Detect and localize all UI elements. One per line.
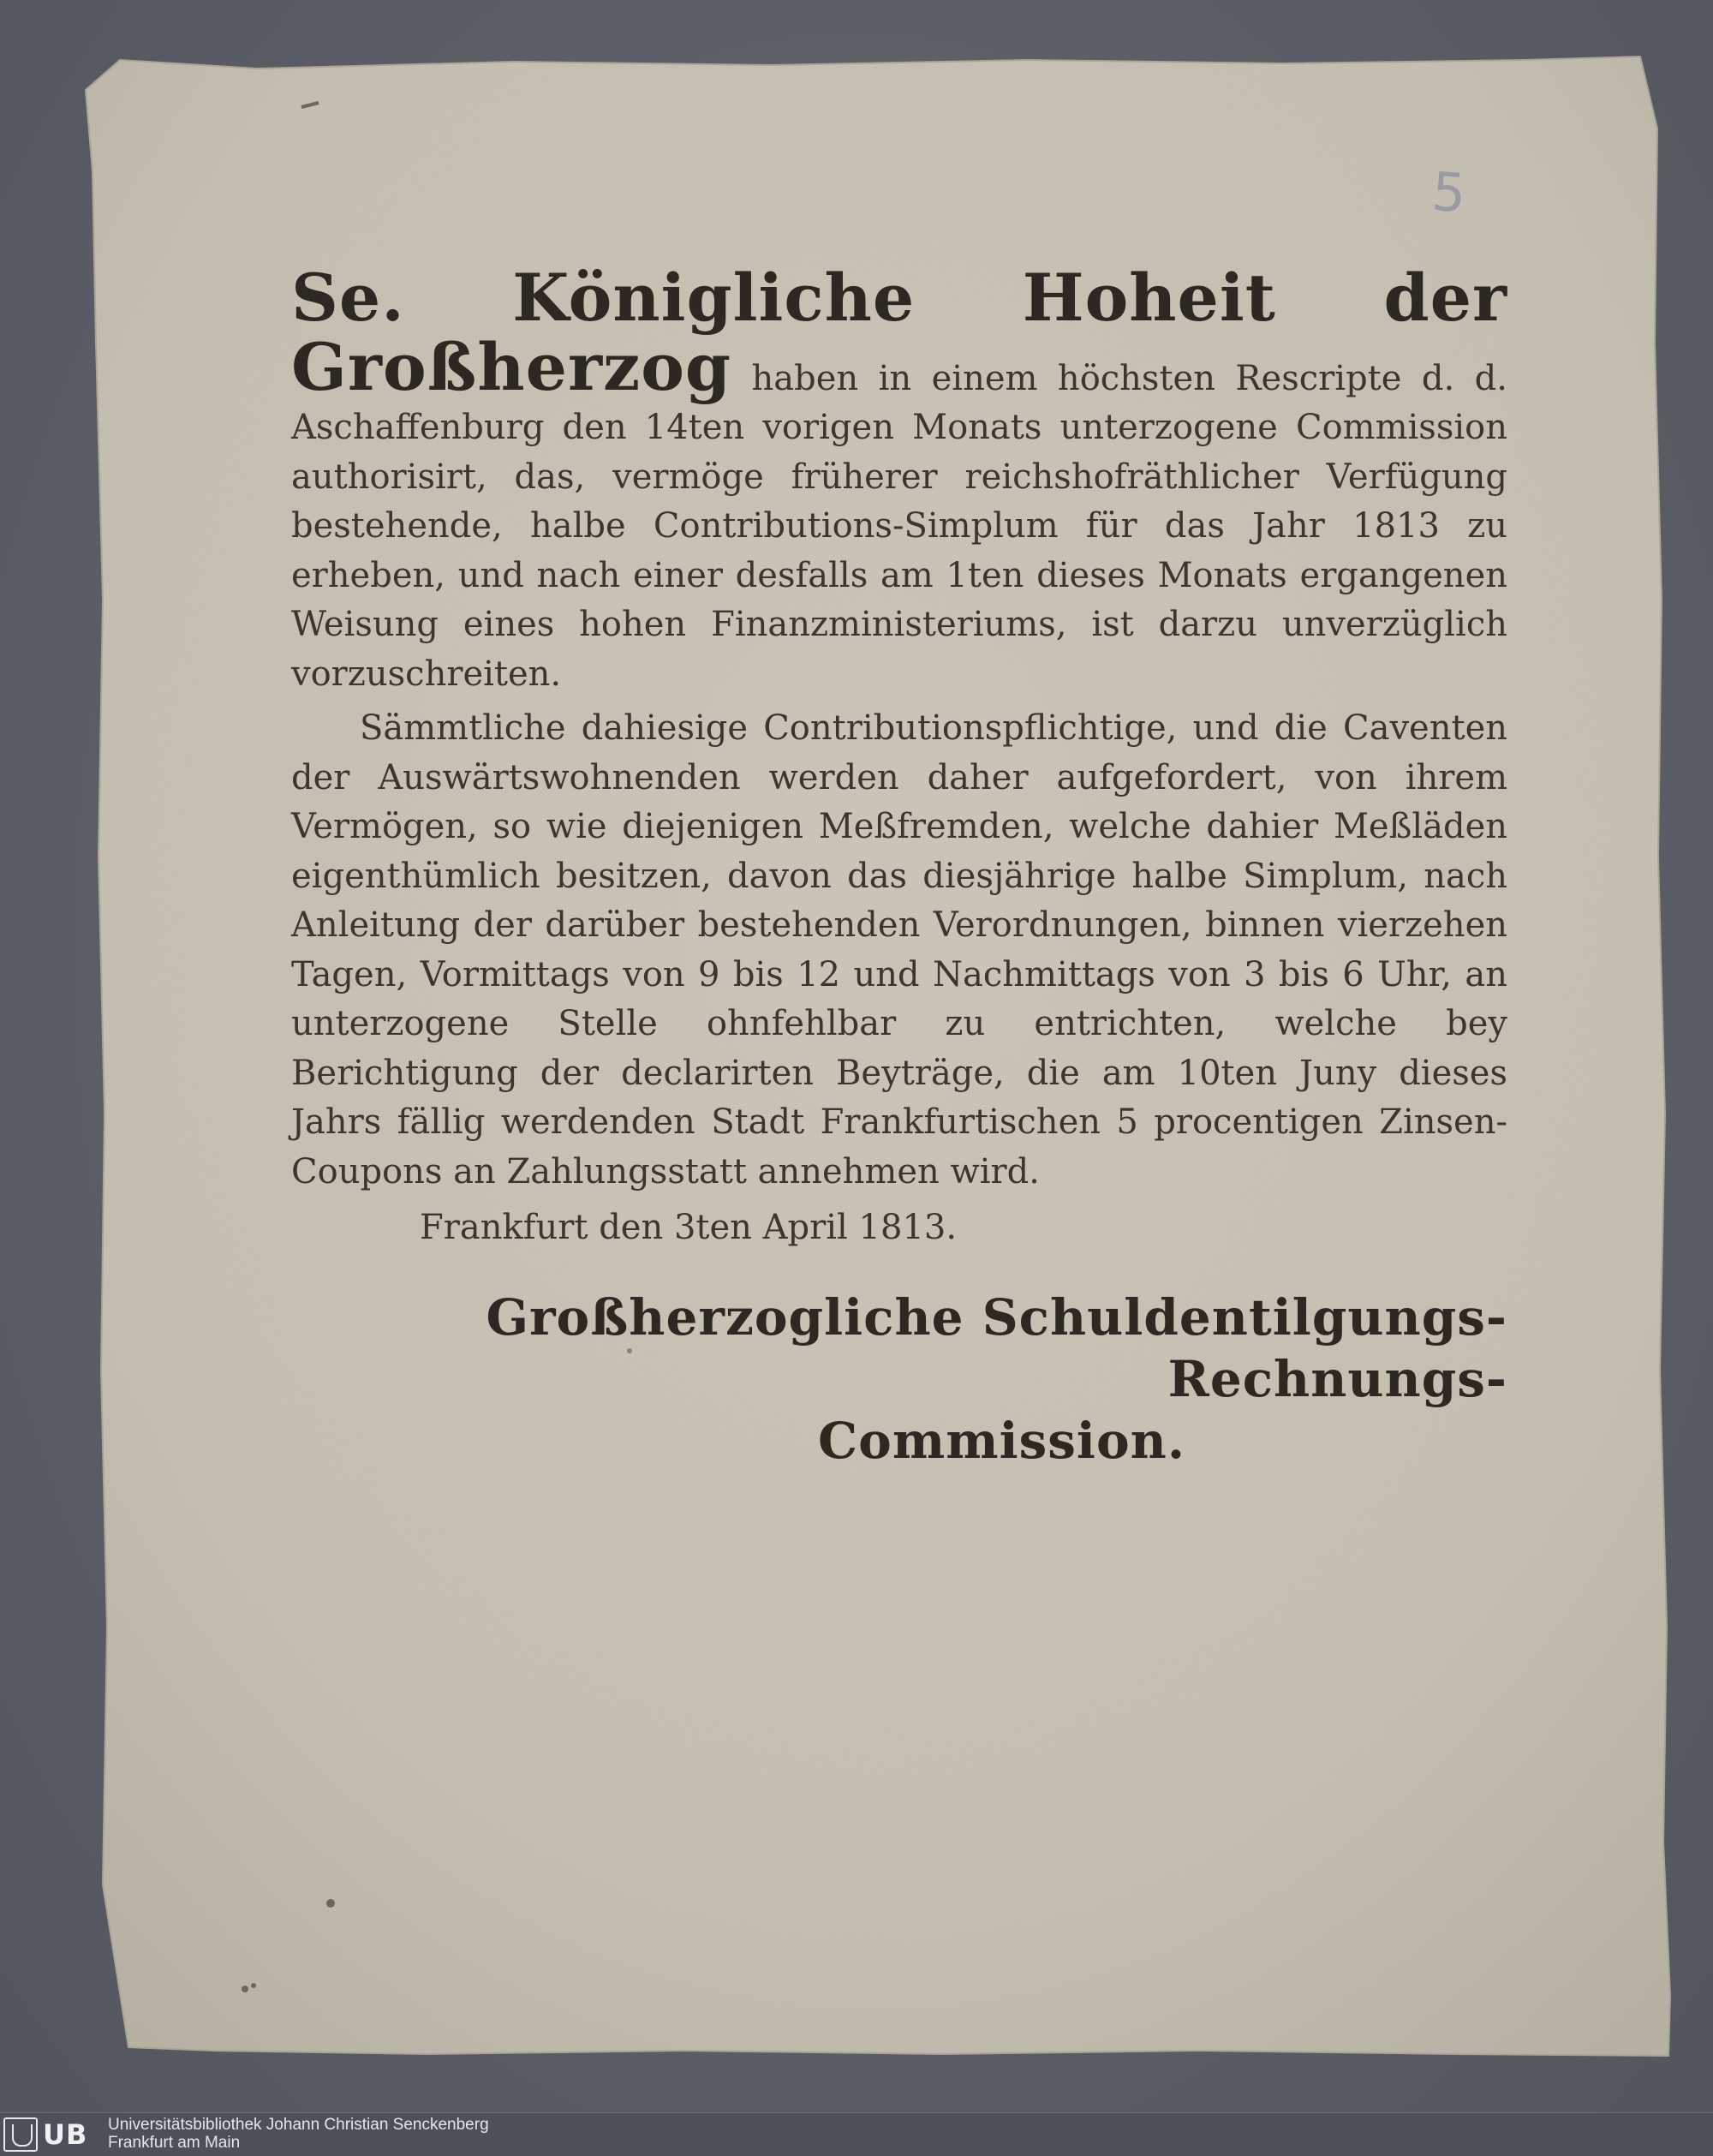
logo-text: UB [43, 2118, 88, 2151]
signature-line-1: Großherzogliche Schuldentilgungs-Rechnungs- [486, 1288, 1507, 1408]
library-logo[interactable] [3, 2117, 98, 2153]
signature-line-2: Commission. [818, 1412, 1186, 1470]
institution-line-2: Frankfurt am Main [108, 2134, 241, 2152]
dateline: Frankfurt den 3ten April 1813. [420, 1208, 958, 1247]
paragraph-2: Sämmtliche dahiesige Contributionspflichtige, und die Caventen der Auswärtswohnenden werden daher aufgefordert, von ihrem Vermögen, so wie diejenigen Meßfremden, welche dahier Meßläden eigenthümlich besitzen, davon das diesjährige halbe Simplum, nach Anleitung der darüber bestehenden Verordnungen, binnen vierzehen Tagen, Vormittags von 9 bis 12 und Nachmittags von 3 bis 6 Uhr, an unterzogene Stelle ohnfehlbar zu entrichten, welche bey Berichtigung der declarirten Beyträge, die am 10ten Juny dieses Jahrs fällig werdenden Stadt Frankfurtischen 5 procentigen Zinsen-Coupons an Zahlungsstatt annehmen wird. [291, 708, 1507, 1191]
paragraph-1 [291, 260, 1507, 699]
library-emblem-icon [3, 2117, 38, 2152]
institution-name [108, 2116, 489, 2152]
footer-bar [0, 2112, 1713, 2156]
archive-pencil-mark: 5 [1429, 159, 1468, 225]
institution-line-1: Universitätsbibliothek Johann Christian Senckenberg [108, 2116, 489, 2134]
document-body [291, 260, 1507, 1472]
headline: Se. Königliche Hoheit der Großherzog [291, 260, 1507, 405]
paragraph-1-text: haben in einem höchsten Rescripte d. d. Aschaffenburg den 14ten vorigen Monats unterzogene Commission authorisirt, das, vermöge früherer reichshofräthlicher Verfügung bestehende, halbe Contributions-Simplum für das Jahr 1813 zu erheben, und nach einer desfalls am 1ten dieses Monats ergangenen Weisung eines hohen Finanzministeriums, ist darzu unverzüglich vorzuschreiten. [291, 358, 1507, 694]
